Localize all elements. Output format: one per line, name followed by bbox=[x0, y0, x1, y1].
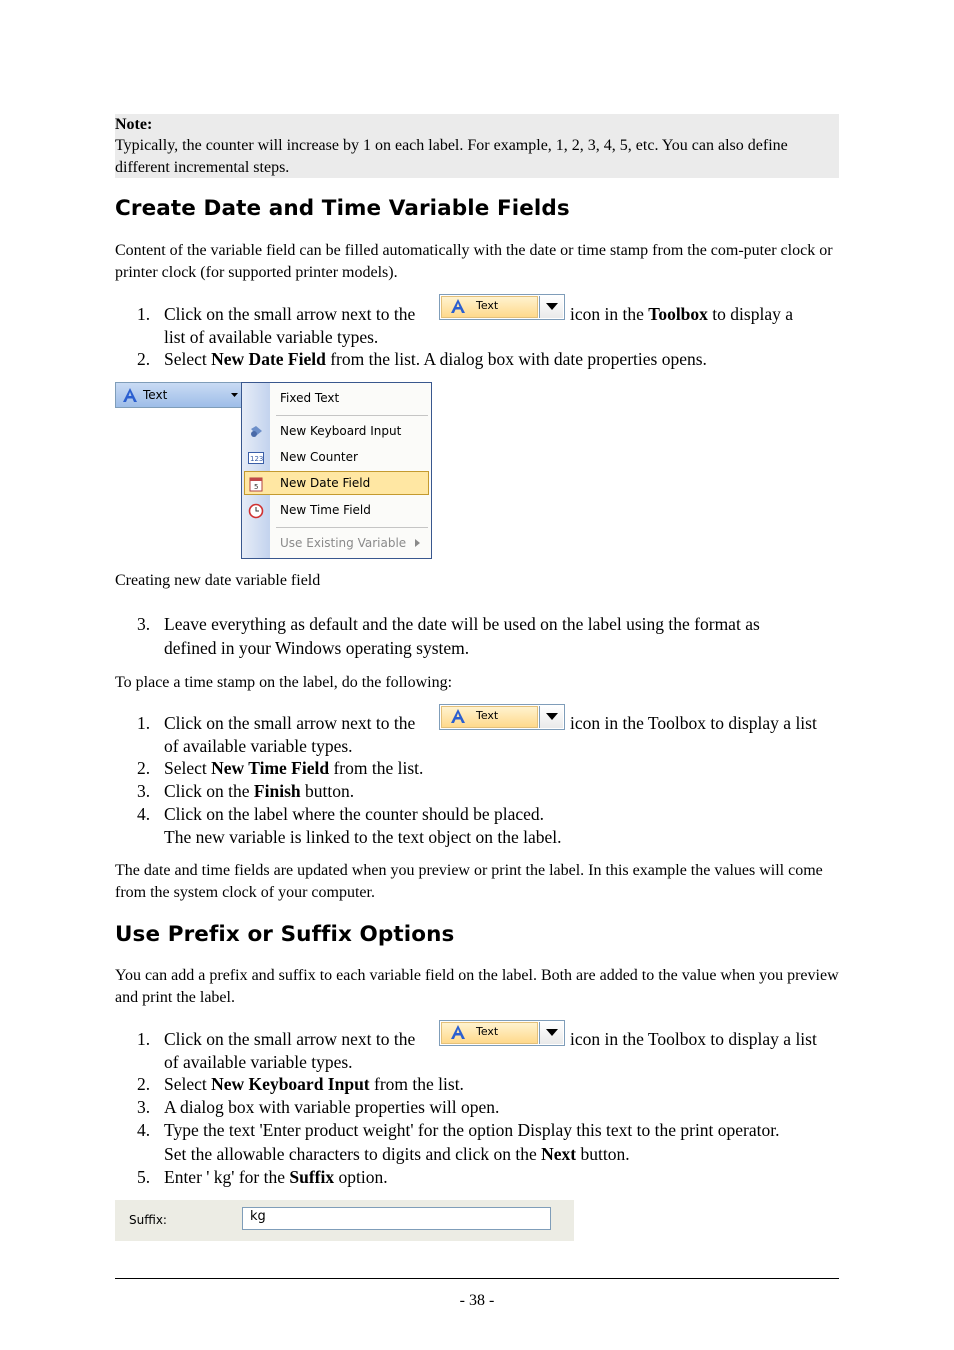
step-number: 1. bbox=[137, 713, 151, 733]
text-a-icon bbox=[449, 708, 467, 724]
step-text: Leave everything as default and the date will be used on the label using the format as bbox=[164, 614, 760, 634]
svg-text:123: 123 bbox=[250, 455, 264, 463]
step-text: A dialog box with variable properties will open. bbox=[164, 1097, 500, 1117]
step-number: 4. bbox=[137, 804, 151, 824]
step-number: 2. bbox=[137, 349, 151, 369]
menu-item-fixed-text: Fixed Text bbox=[280, 391, 340, 405]
section1-outro: The date and time fields are updated when you preview or print the label. In this example the values will come from the system clock of your computer. bbox=[115, 862, 823, 901]
note-title: Note: bbox=[115, 116, 153, 133]
step-number: 3. bbox=[137, 781, 151, 801]
variable-type-menu bbox=[241, 382, 432, 559]
page-number: - 38 - bbox=[459, 1292, 495, 1309]
chevron-down-icon bbox=[539, 296, 563, 318]
step-number: 1. bbox=[137, 304, 151, 324]
step-number: 3. bbox=[137, 614, 151, 634]
step-number: 2. bbox=[137, 1074, 151, 1094]
step-text: Type the text 'Enter product weight' for the option Display this text to the print operator. bbox=[164, 1120, 780, 1140]
text-a-icon bbox=[449, 298, 467, 314]
step-number: 1. bbox=[137, 1029, 151, 1049]
menu-item-new-date-field: New Date Field bbox=[280, 476, 371, 490]
toolbox-icon-label: Text bbox=[476, 299, 499, 312]
toolbox-text-icon bbox=[439, 294, 565, 320]
step-text: Select New Keyboard Input from the list. bbox=[164, 1074, 464, 1094]
footer-divider bbox=[115, 1278, 839, 1279]
step-text: Click on the small arrow next to the bbox=[164, 304, 416, 324]
step-text-line2: defined in your Windows operating system. bbox=[164, 638, 470, 658]
note-text: Typically, the counter will increase by 1 on each label. For example, 1, 2, 3, 4, 5, etc. You can also define different incremental steps. bbox=[115, 137, 788, 176]
suffix-input: kg bbox=[242, 1207, 551, 1230]
figure-caption: Creating new date variable field bbox=[115, 572, 321, 589]
step-text: Click on the Finish button. bbox=[164, 781, 355, 801]
step-text: Click on the small arrow next to the bbox=[164, 1029, 416, 1049]
section-heading-prefix-suffix: Use Prefix or Suffix Options bbox=[115, 922, 455, 947]
step-text: Click on the small arrow next to the bbox=[164, 713, 416, 733]
text-a-icon bbox=[449, 1024, 467, 1040]
text-button-label: Text bbox=[143, 388, 168, 402]
keyboard-icon bbox=[248, 423, 264, 439]
calendar-icon bbox=[248, 476, 264, 492]
step-text: Select New Time Field from the list. bbox=[164, 758, 424, 778]
step-text-continued: icon in the Toolbox to display a list bbox=[570, 1029, 817, 1049]
step-text-line2: Set the allowable characters to digits and click on the Next button. bbox=[164, 1144, 630, 1164]
toolbox-text-icon bbox=[439, 704, 565, 730]
step-text: Select New Date Field from the list. A dialog box with date properties opens. bbox=[164, 349, 707, 369]
chevron-down-icon bbox=[231, 393, 238, 397]
step-text-line2: list of available variable types. bbox=[164, 327, 379, 347]
menu-item-new-counter: New Counter bbox=[280, 450, 358, 464]
chevron-down-icon bbox=[539, 1022, 563, 1044]
step-text-continued: icon in the Toolbox to display a list bbox=[570, 713, 817, 733]
step-number: 5. bbox=[137, 1167, 151, 1187]
note-box bbox=[115, 114, 839, 178]
menu-item-use-existing-variable: Use Existing Variable bbox=[280, 536, 407, 550]
time-intro: To place a time stamp on the label, do the following: bbox=[115, 674, 453, 691]
step-text: Click on the label where the counter should be placed. bbox=[164, 804, 545, 824]
section1-intro: Content of the variable field can be filled automatically with the date or time stamp from the com-puter clock or printer clock (for supported printer models). bbox=[115, 242, 833, 281]
toolbox-text-icon bbox=[439, 1020, 565, 1046]
svg-text:5: 5 bbox=[254, 483, 259, 491]
counter-icon bbox=[248, 450, 264, 466]
suffix-label: Suffix: bbox=[129, 1213, 167, 1227]
text-a-icon bbox=[121, 387, 139, 403]
step-number: 3. bbox=[137, 1097, 151, 1117]
menu-item-new-keyboard-input: New Keyboard Input bbox=[280, 424, 402, 438]
menu-item-new-time-field: New Time Field bbox=[280, 503, 371, 517]
chevron-down-icon bbox=[539, 706, 563, 728]
text-toolbox-button bbox=[115, 382, 243, 408]
section2-intro: You can add a prefix and suffix to each variable field on the label. Both are added to the value when you preview and print the label. bbox=[115, 967, 839, 1006]
step-text-line2: of available variable types. bbox=[164, 736, 353, 756]
clock-icon bbox=[248, 503, 264, 519]
step-text-line2: The new variable is linked to the text object on the label. bbox=[164, 827, 562, 847]
step-number: 4. bbox=[137, 1120, 151, 1140]
toolbox-icon-label: Text bbox=[476, 1025, 499, 1038]
step-text-continued: icon in the Toolbox to display a bbox=[570, 304, 793, 324]
step-text: Enter ' kg' for the Suffix option. bbox=[164, 1167, 388, 1187]
step-number: 2. bbox=[137, 758, 151, 778]
suffix-screenshot bbox=[115, 1200, 574, 1241]
step-text-line2: of available variable types. bbox=[164, 1052, 353, 1072]
toolbox-icon-label: Text bbox=[476, 709, 499, 722]
chevron-right-icon bbox=[415, 539, 420, 547]
section-heading-date-time: Create Date and Time Variable Fields bbox=[115, 196, 570, 221]
